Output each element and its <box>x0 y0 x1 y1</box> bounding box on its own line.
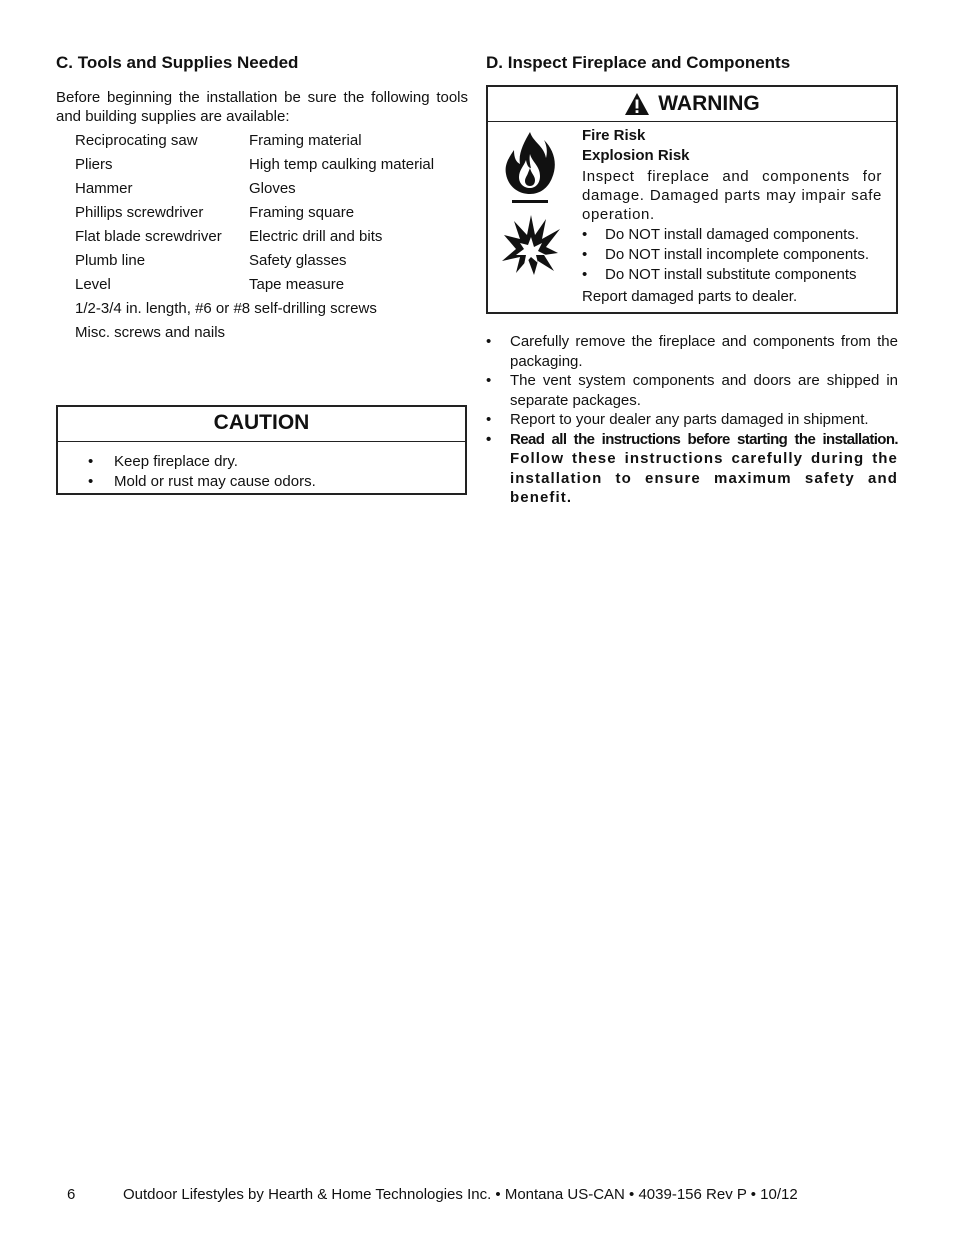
caution-item: • Mold or rust may cause odors. <box>88 472 465 492</box>
warning-box <box>486 85 898 314</box>
follow-instructions-text: Follow these instructions carefully during the installation to ensure maximum safety and benefit. <box>510 450 898 506</box>
tool-item: Plumb line <box>75 252 146 269</box>
fire-risk-label: Fire Risk <box>582 127 646 144</box>
warning-triangle-icon <box>624 92 650 116</box>
inspect-bullet: • The vent system components and doors are shipped in separate packages. <box>486 371 898 410</box>
tool-item: Framing square <box>249 204 355 221</box>
caution-item: • Keep fireplace dry. <box>88 452 465 472</box>
tool-item: Hammer <box>75 180 133 197</box>
tool-item: High temp caulking material <box>249 156 435 173</box>
hazard-icons <box>500 128 564 282</box>
inspect-bullets <box>486 332 898 508</box>
tool-item: Pliers <box>75 156 113 173</box>
warning-list <box>582 225 882 285</box>
warning-item: • Do NOT install damaged components. <box>582 225 882 245</box>
warning-text <box>582 126 882 307</box>
explosion-risk-label: Explosion Risk <box>582 147 690 164</box>
warning-item: • Do NOT install incomplete components. <box>582 245 882 265</box>
inspect-title: D. Inspect Fireplace and Components <box>486 53 791 72</box>
tool-item: Safety glasses <box>249 252 347 269</box>
caution-list <box>58 442 465 492</box>
warning-item: • Do NOT install substitute components <box>582 265 882 285</box>
tool-item: Flat blade screwdriver <box>75 228 222 245</box>
warning-report: Report damaged parts to dealer. <box>582 288 798 305</box>
warning-heading: WARNING <box>658 92 760 115</box>
tool-item: Electric drill and bits <box>249 228 383 245</box>
tool-item: Reciprocating saw <box>75 132 198 149</box>
inspect-bullet: • Carefully remove the fireplace and components from the packaging. <box>486 332 898 371</box>
warning-header <box>488 87 896 122</box>
tool-item: Framing material <box>249 132 362 149</box>
caution-box <box>56 405 467 495</box>
explosion-hazard-icon <box>500 213 562 277</box>
tool-item: Tape measure <box>249 276 345 293</box>
tools-intro: Before beginning the installation be sure the following tools and building supplies are available: <box>56 89 468 125</box>
tool-item: Gloves <box>249 180 296 197</box>
tools-list <box>75 131 468 342</box>
tools-title: C. Tools and Supplies Needed <box>56 53 299 72</box>
tool-item: Level <box>75 276 111 293</box>
inspect-section <box>486 52 898 88</box>
inspect-bullet: • Report to your dealer any parts damaged in shipment. <box>486 410 898 430</box>
fire-hazard-icon <box>500 128 560 208</box>
warning-description: Inspect fireplace and components for damage. Damaged parts may impair safe operation. <box>582 168 882 223</box>
warning-body <box>488 122 896 312</box>
footer-text: Outdoor Lifestyles by Hearth & Home Technologies Inc. • Montana US-CAN • 4039-156 Rev P • 10/12 <box>123 1186 798 1203</box>
tool-item-screws: 1/2-3/4 in. length, #6 or #8 self-drilling screws <box>75 300 377 317</box>
inspect-bullet-important <box>486 430 898 508</box>
read-instructions-text: Read all the instructions before starting the installation. <box>510 430 898 448</box>
tool-item: Phillips screwdriver <box>75 204 204 221</box>
tools-section <box>56 52 468 342</box>
caution-heading: CAUTION <box>58 407 465 442</box>
tool-item-misc: Misc. screws and nails <box>75 324 226 341</box>
page-number: 6 <box>67 1186 76 1203</box>
